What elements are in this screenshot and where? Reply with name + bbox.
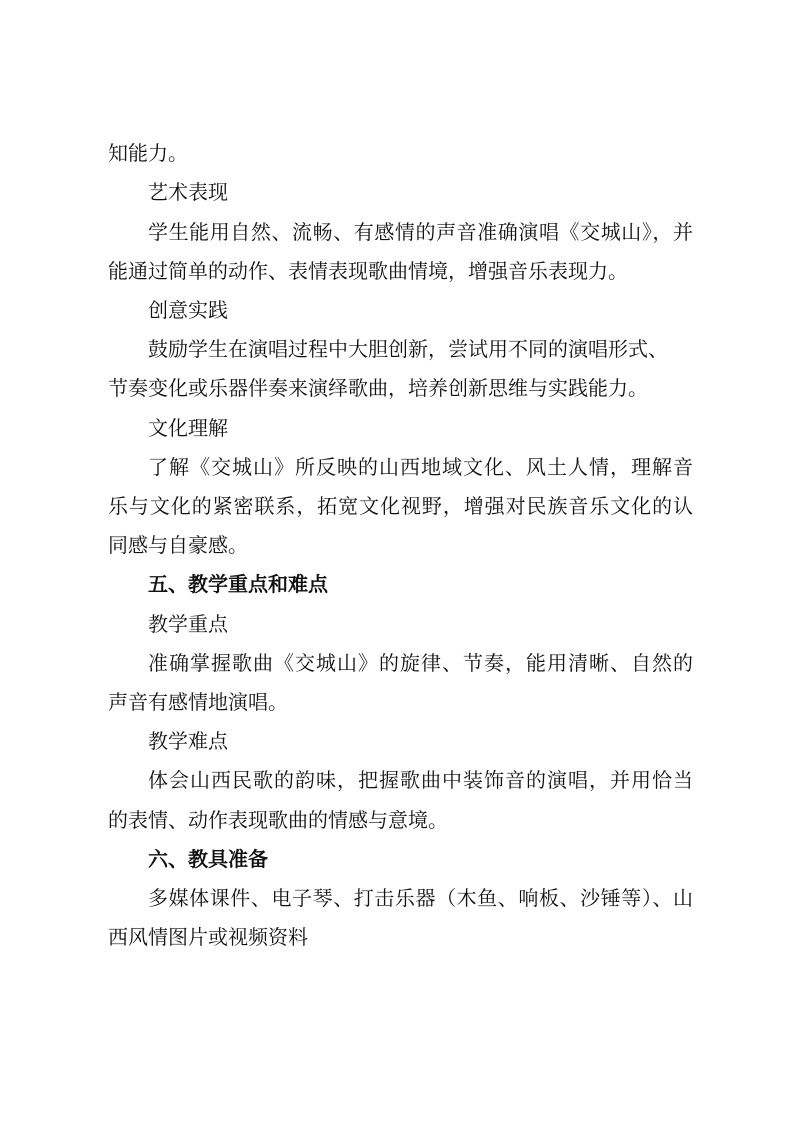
section-heading-teaching-aids: 六、教具准备 [148,847,268,871]
body-line: 能通过简单的动作、表情表现歌曲情境，增强音乐表现力。 [108,259,628,283]
body-line: 鼓励学生在演唱过程中大胆创新，尝试用不同的演唱形式、 [148,337,668,361]
section-heading-key-difficult-points: 五、教学重点和难点 [148,572,328,596]
body-line: 了解《交城山》所反映的山西地域文化、风土人情，理解音 [148,455,693,479]
body-line: 的表情、动作表现歌曲的情感与意境。 [108,808,448,832]
subheading-creative-practice: 创意实践 [148,298,228,322]
body-line: 知能力。 [108,141,188,165]
subheading-teaching-difficulty: 教学难点 [148,729,228,753]
subheading-art-expression: 艺术表现 [148,180,228,204]
body-line: 乐与文化的紧密联系，拓宽文化视野，增强对民族音乐文化的认 [108,494,693,518]
subheading-cultural-understanding: 文化理解 [148,416,228,440]
body-line: 西风情图片或视频资料 [108,925,308,949]
body-line: 节奏变化或乐器伴奏来演绎歌曲，培养创新思维与实践能力。 [108,376,648,400]
body-line: 同感与自豪感。 [108,533,248,557]
body-line: 准确掌握歌曲《交城山》的旋律、节奏，能用清晰、自然的 [148,651,693,675]
body-line: 体会山西民歌的韵味，把握歌曲中装饰音的演唱，并用恰当 [148,768,693,792]
body-line: 声音有感情地演唱。 [108,690,288,714]
body-line: 学生能用自然、流畅、有感情的声音准确演唱《交城山》，并 [148,220,693,244]
body-line: 多媒体课件、电子琴、打击乐器（木鱼、响板、沙锤等）、山 [148,886,693,910]
subheading-teaching-focus: 教学重点 [148,612,228,636]
